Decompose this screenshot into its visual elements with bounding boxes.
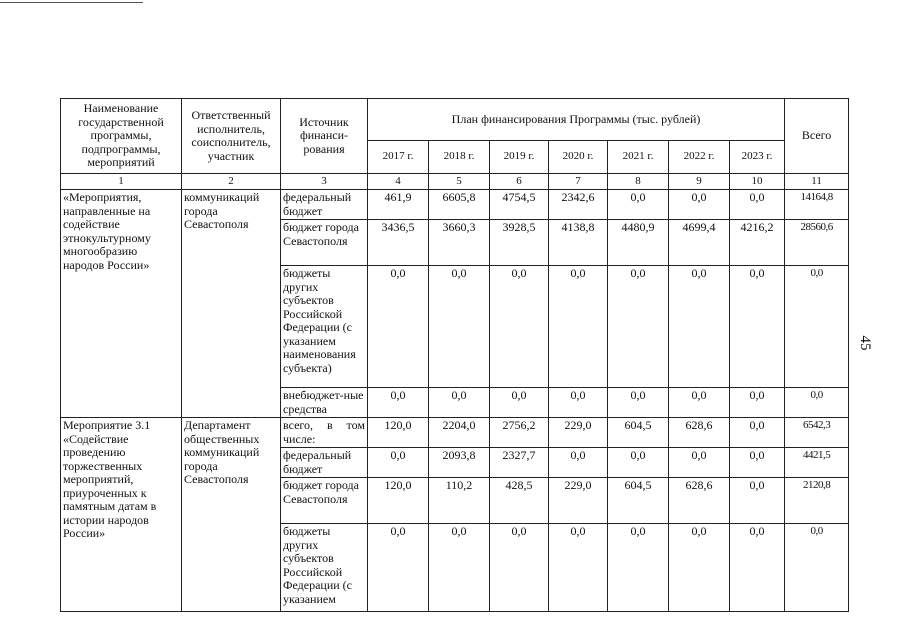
value-cell: 0,0 xyxy=(669,388,730,418)
year-cell: 2017 г. xyxy=(368,141,429,174)
value-cell: 0,0 xyxy=(368,524,429,612)
funding-source: бюджеты других субъектов Российской Федерации (с указанием наименования субъекта) xyxy=(281,266,368,388)
funding-source: федеральный бюджет xyxy=(281,190,368,220)
column-index: 2 xyxy=(182,174,281,190)
activity-name: Мероприятие 3.1 «Содействие проведению торжественных мероприятий, приуроченных к памятным датам в истории народов России» xyxy=(61,418,182,612)
value-cell: 229,0 xyxy=(549,418,608,448)
total-cell: 2120,8 xyxy=(785,478,849,524)
year-cell: 2022 г. xyxy=(669,141,730,174)
column-index-row xyxy=(61,174,849,190)
funding-source: бюджет города Севастополя xyxy=(281,478,368,524)
column-index: 8 xyxy=(608,174,669,190)
value-cell: 0,0 xyxy=(730,478,785,524)
funding-source: бюджет города Севастополя xyxy=(281,220,368,266)
activity-name: «Мероприятия, направленные на содействие этнокультурному многообразию народов России» xyxy=(61,190,182,418)
column-index: 5 xyxy=(429,174,490,190)
value-cell: 4754,5 xyxy=(490,190,549,220)
column-index: 4 xyxy=(368,174,429,190)
value-cell: 0,0 xyxy=(549,388,608,418)
funding-source: внебюджет-ные средства xyxy=(281,388,368,418)
value-cell: 2327,7 xyxy=(490,448,549,478)
total-cell: 28560,6 xyxy=(785,220,849,266)
value-cell: 604,5 xyxy=(608,418,669,448)
value-cell: 4216,2 xyxy=(730,220,785,266)
value-cell: 2093,8 xyxy=(429,448,490,478)
column-index: 9 xyxy=(669,174,730,190)
value-cell: 6605,8 xyxy=(429,190,490,220)
value-cell: 3928,5 xyxy=(490,220,549,266)
value-cell: 2756,2 xyxy=(490,418,549,448)
table-row xyxy=(61,418,849,448)
value-cell: 110,2 xyxy=(429,478,490,524)
table-row xyxy=(61,190,849,220)
value-cell: 0,0 xyxy=(429,524,490,612)
value-cell: 120,0 xyxy=(368,418,429,448)
header-plan: План финансирования Программы (тыс. рублей) xyxy=(368,99,785,141)
value-cell: 0,0 xyxy=(730,418,785,448)
activity-executor: коммуникаций города Севастополя xyxy=(182,190,281,418)
total-cell: 0,0 xyxy=(785,388,849,418)
activity-executor: Департамент общественных коммуникаций города Севастополя xyxy=(182,418,281,612)
value-cell: 0,0 xyxy=(490,266,549,388)
value-cell: 3436,5 xyxy=(368,220,429,266)
value-cell: 0,0 xyxy=(429,388,490,418)
value-cell: 0,0 xyxy=(669,266,730,388)
value-cell: 0,0 xyxy=(549,448,608,478)
column-index: 11 xyxy=(785,174,849,190)
value-cell: 0,0 xyxy=(549,524,608,612)
year-cell: 2020 г. xyxy=(549,141,608,174)
value-cell: 0,0 xyxy=(730,448,785,478)
value-cell: 0,0 xyxy=(730,388,785,418)
value-cell: 0,0 xyxy=(608,388,669,418)
value-cell: 628,6 xyxy=(669,418,730,448)
value-cell: 428,5 xyxy=(490,478,549,524)
value-cell: 229,0 xyxy=(549,478,608,524)
value-cell: 0,0 xyxy=(490,388,549,418)
total-cell: 4421,5 xyxy=(785,448,849,478)
value-cell: 0,0 xyxy=(730,266,785,388)
funding-source: федеральный бюджет xyxy=(281,448,368,478)
total-cell: 0,0 xyxy=(785,524,849,612)
value-cell: 0,0 xyxy=(368,266,429,388)
header-executor: Ответственный исполнитель, соисполнитель, участник xyxy=(182,99,281,174)
value-cell: 0,0 xyxy=(608,448,669,478)
total-cell: 14164,8 xyxy=(785,190,849,220)
total-cell: 6542,3 xyxy=(785,418,849,448)
value-cell: 0,0 xyxy=(490,524,549,612)
value-cell: 3660,3 xyxy=(429,220,490,266)
page-number: 45 xyxy=(857,335,873,351)
value-cell: 0,0 xyxy=(608,524,669,612)
value-cell: 4480,9 xyxy=(608,220,669,266)
value-cell: 461,9 xyxy=(368,190,429,220)
value-cell: 2204,0 xyxy=(429,418,490,448)
column-index: 6 xyxy=(490,174,549,190)
funding-source: бюджеты других субъектов Российской Федерации (с указанием xyxy=(281,524,368,612)
header-total: Всего xyxy=(785,99,849,174)
value-cell: 0,0 xyxy=(730,524,785,612)
header-name: Наименование государственной программы, подпрограммы, мероприятий xyxy=(61,99,182,174)
top-rule xyxy=(0,2,143,3)
column-index: 1 xyxy=(61,174,182,190)
total-cell: 0,0 xyxy=(785,266,849,388)
value-cell: 0,0 xyxy=(429,266,490,388)
value-cell: 0,0 xyxy=(608,266,669,388)
value-cell: 628,6 xyxy=(669,478,730,524)
value-cell: 4699,4 xyxy=(669,220,730,266)
value-cell: 0,0 xyxy=(549,266,608,388)
value-cell: 0,0 xyxy=(669,448,730,478)
year-cell: 2019 г. xyxy=(490,141,549,174)
funding-source: всего, в том числе: xyxy=(281,418,368,448)
value-cell: 0,0 xyxy=(608,190,669,220)
value-cell: 0,0 xyxy=(368,388,429,418)
value-cell: 0,0 xyxy=(368,448,429,478)
year-cell: 2023 г. xyxy=(730,141,785,174)
value-cell: 2342,6 xyxy=(549,190,608,220)
year-cell: 2018 г. xyxy=(429,141,490,174)
year-cell: 2021 г. xyxy=(608,141,669,174)
column-index: 10 xyxy=(730,174,785,190)
value-cell: 120,0 xyxy=(368,478,429,524)
value-cell: 0,0 xyxy=(730,190,785,220)
value-cell: 604,5 xyxy=(608,478,669,524)
financing-table xyxy=(60,98,849,612)
value-cell: 0,0 xyxy=(669,190,730,220)
value-cell: 4138,8 xyxy=(549,220,608,266)
column-index: 3 xyxy=(281,174,368,190)
value-cell: 0,0 xyxy=(669,524,730,612)
header-source: Источник финанси-рования xyxy=(281,99,368,174)
header-row xyxy=(61,99,849,141)
column-index: 7 xyxy=(549,174,608,190)
